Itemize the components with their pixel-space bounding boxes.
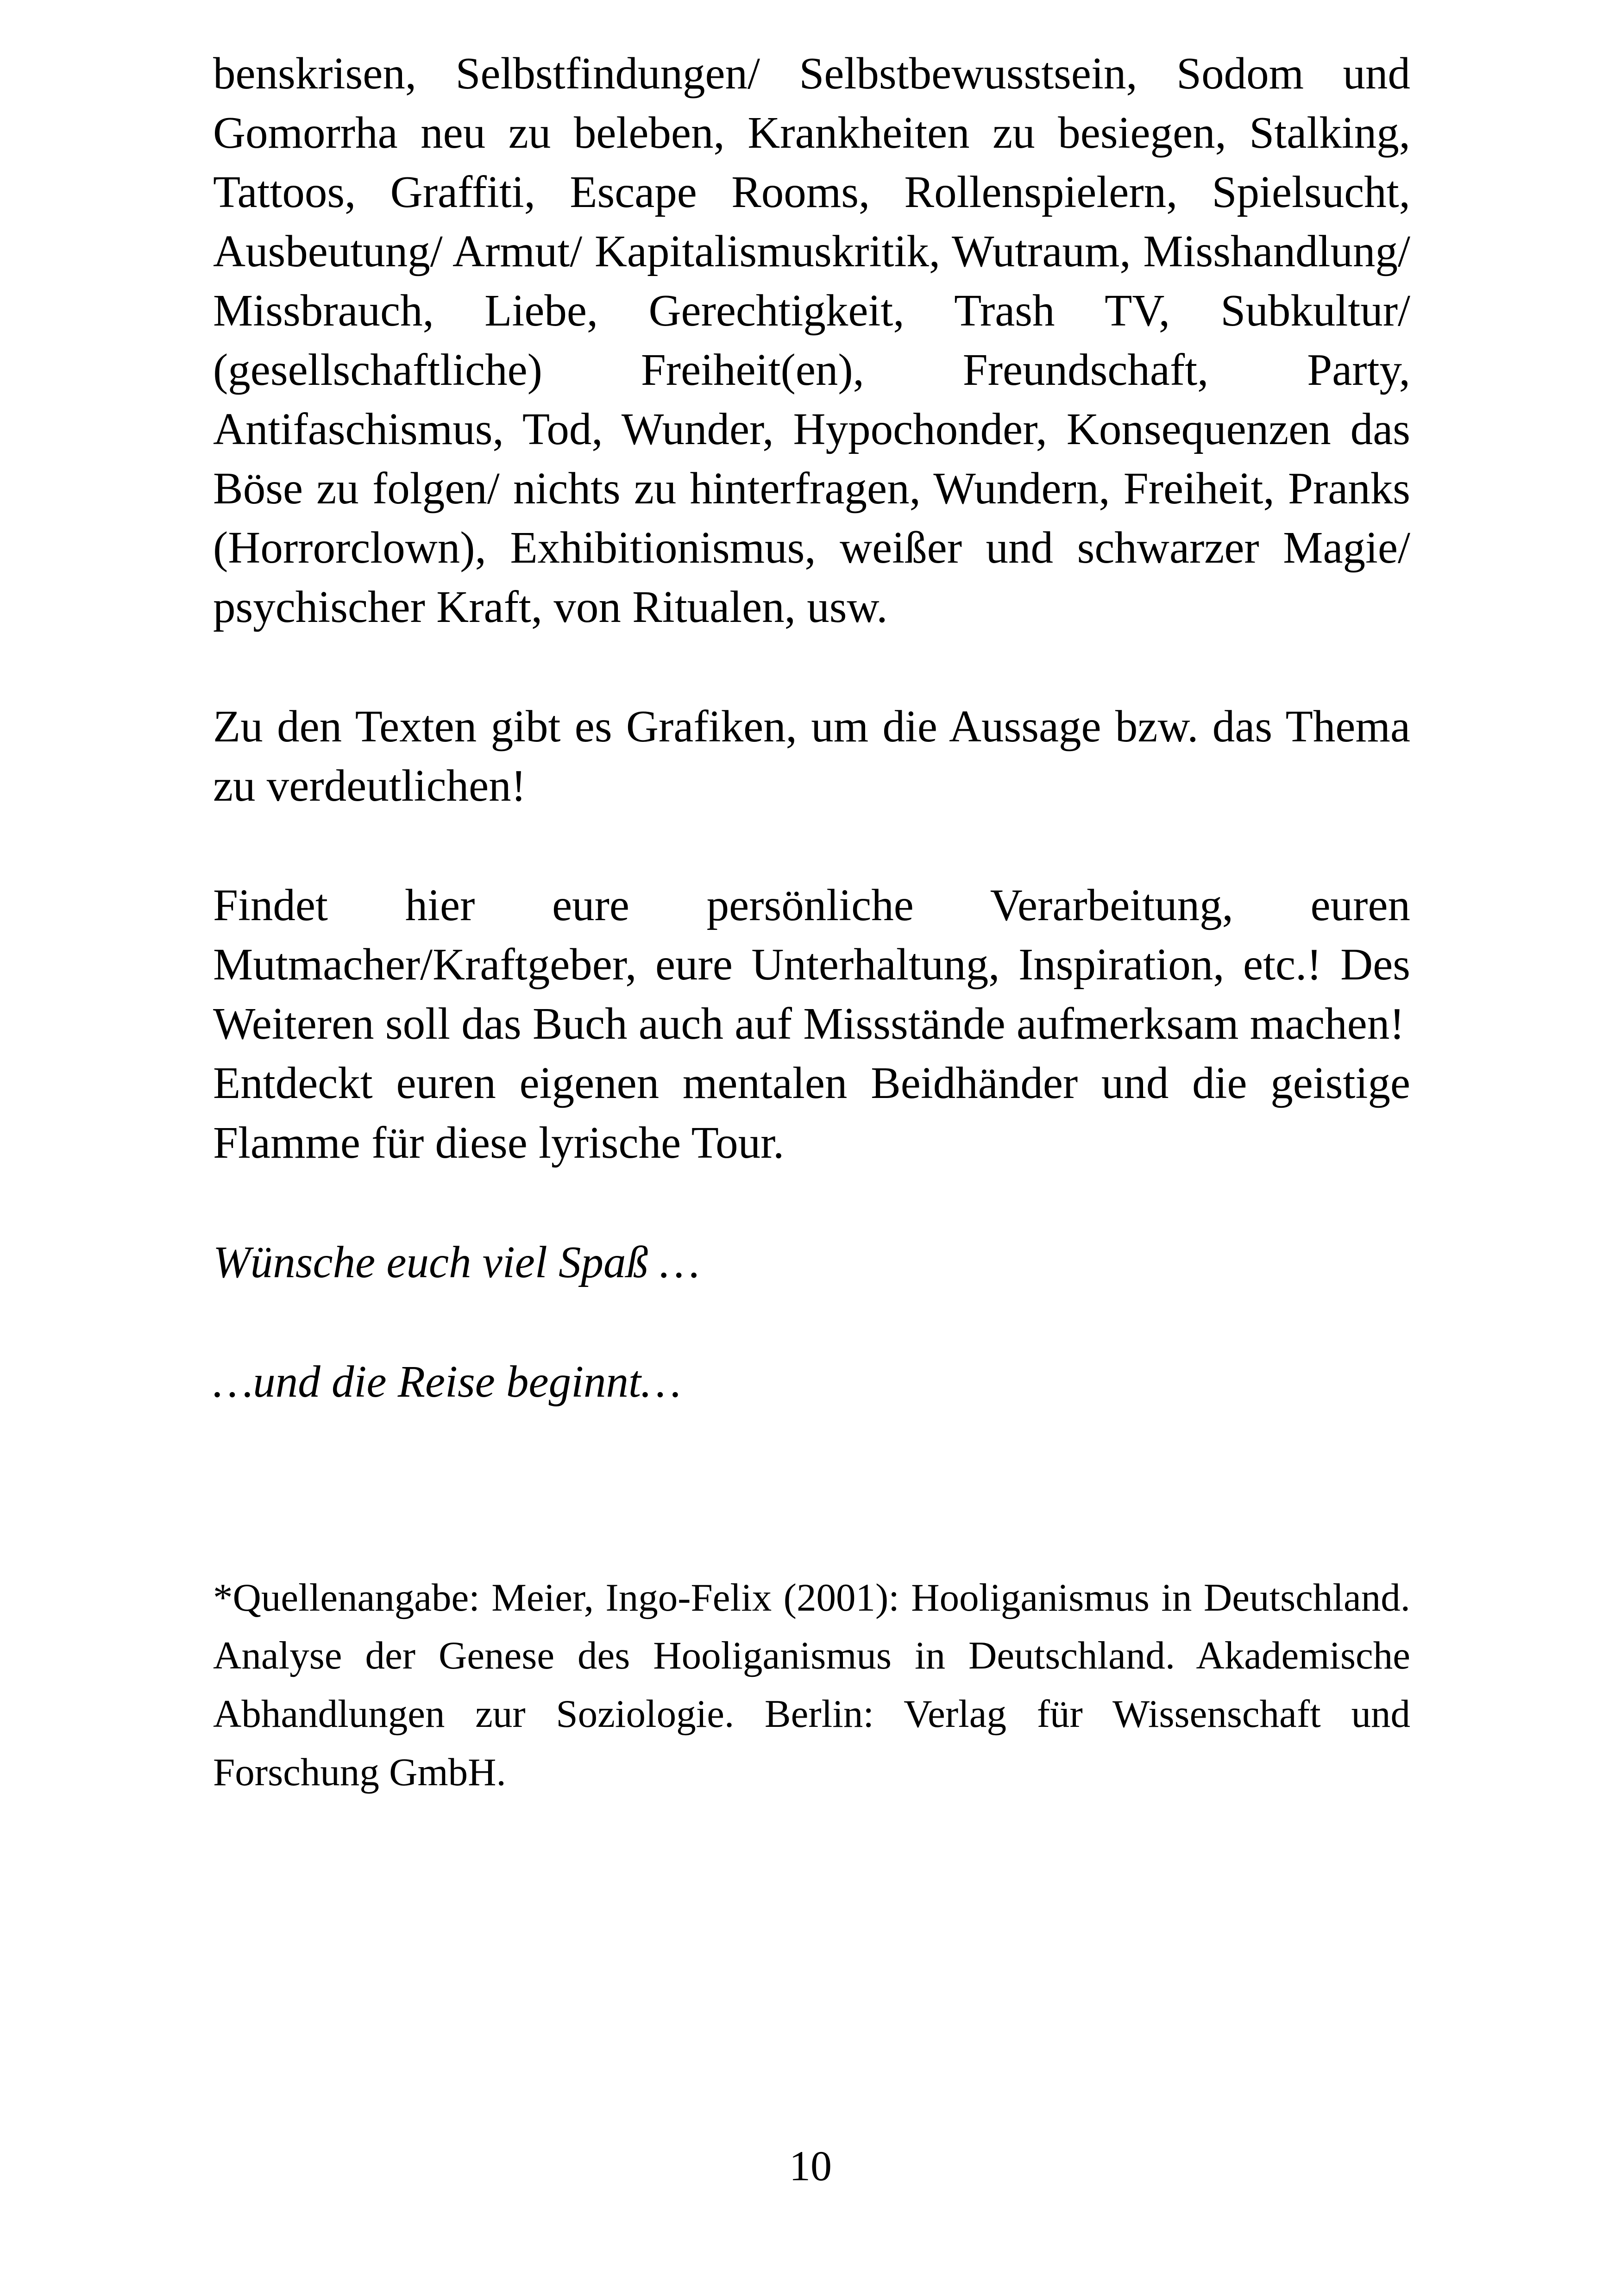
italic-line-reise-beginnt: …und die Reise beginnt…: [213, 1356, 681, 1406]
paragraph-entdeckt: Entdeckt euren eigenen mentalen Beidhänder und die geistige Flamme für diese lyrische Tour.: [213, 1058, 1410, 1167]
page-number: 10: [789, 2142, 832, 2189]
page-content: [213, 44, 1410, 1802]
footnote-citation: *Quellenangabe: Meier, Ingo-Felix (2001): Hooliganismus in Deutschland. Analyse der Genese des Hooliganismus in Deutschland. Akademische Abhandlungen zur Soziologie. Berlin: Verlag für Wissenschaft und Forschung GmbH.: [213, 1575, 1410, 1794]
paragraph-findet-hier: Findet hier eure persönliche Verarbeitung, euren Mutmacher/Kraftgeber, eure Unterhaltung, Inspiration, etc.! Des Weiteren soll das Buch auch auf Missstände aufmerksam machen!: [213, 880, 1410, 1049]
italic-line-wuensche: Wünsche euch viel Spaß …: [213, 1237, 700, 1287]
paragraph-grafiken: Zu den Texten gibt es Grafiken, um die Aussage bzw. das Thema zu verdeutlichen!: [213, 702, 1410, 811]
paragraph-topic-list: benskrisen, Selbstfindungen/ Selbstbewusstsein, Sodom und Gomorrha neu zu beleben, Krankheiten zu besiegen, Stalking, Tattoos, Graffiti, Escape Rooms, Rollenspielern, Spielsucht, Ausbeutung/ Armut/ Kapitalismuskritik, Wutraum, Misshandlung/ Missbrauch, Liebe, Gerechtigkeit, Trash TV, Subkultur/ (gesellschaftliche) Freiheit(en), Freundschaft, Party, Antifaschismus, Tod, Wunder, Hypochonder, Konsequenzen das Böse zu folgen/ nichts zu hinterfragen, Wundern, Freiheit, Pranks (Horrorclown), Exhibitionismus, weißer und schwarzer Magie/ psychischer Kraft, von Ritualen, usw.: [213, 49, 1410, 632]
